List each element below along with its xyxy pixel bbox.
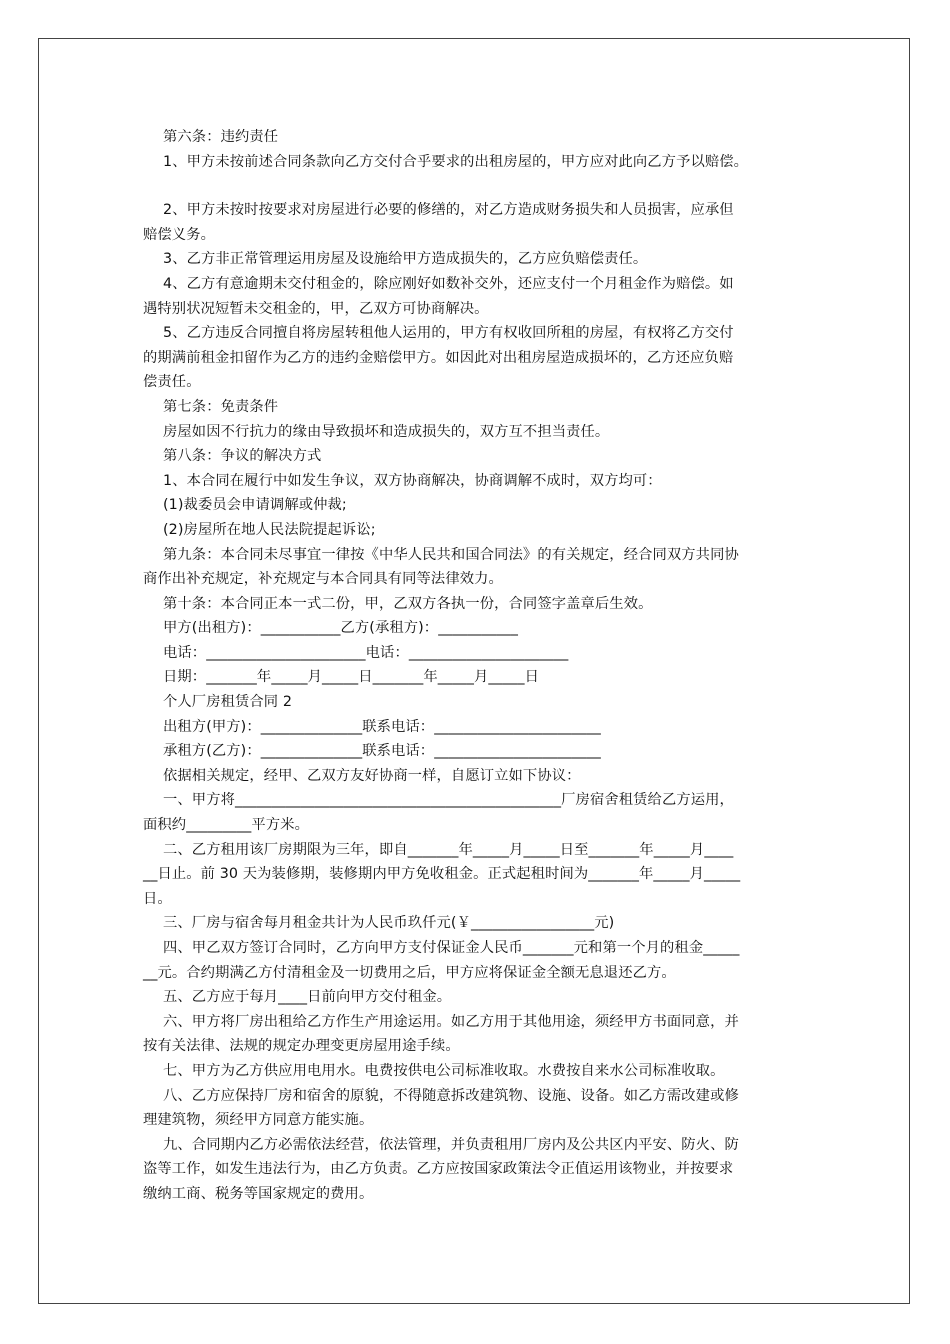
clause-line: 一、甲方将_____________________________________________厂房宿舍租赁给乙方运用， [163, 792, 734, 809]
clause-line: 三、厂房与宿舍每月租金共计为人民币玖仟元(￥_________________元) [163, 915, 615, 932]
clause-line: 二、乙方租用该厂房期限为三年，即自_______年_____月_____日至_______年_____月____ [163, 841, 734, 858]
clause-line: 偿责任。 [143, 374, 201, 391]
date-line: 日期：_______年_____月_____日_______年_____月_____日 [163, 669, 540, 686]
clause-line: 六、甲方将厂房出租给乙方作生产用途运用。如乙方用于其他用途，须经甲方书面同意，并 [163, 1013, 739, 1030]
clause-line: 理建筑物，须经甲方同意方能实施。 [143, 1112, 374, 1129]
clause-line: 四、甲乙双方签订合同时，乙方向甲方支付保证金人民币_______元和第一个月的租金_____ [163, 940, 740, 956]
contract-2-title: 个人厂房租赁合同 2 [163, 694, 293, 711]
clause-line: 面积约_________平方米。 [143, 817, 310, 834]
clause-line: 依据相关规定，经甲、乙双方友好协商一样，自愿订立如下协议： [163, 767, 581, 784]
clause-line: 遇特别状况短暂未交租金的，甲，乙双方可协商解决。 [143, 300, 489, 317]
clause-line: (1)裁委员会申请调解或仲裁; [163, 497, 347, 514]
section-heading-6: 第六条：违约责任 [163, 129, 279, 145]
clause-line: 按有关法律、法规的规定办理变更房屋用途手续。 [143, 1038, 460, 1055]
clause-line: (2)房屋所在地人民法院提起诉讼; [163, 521, 376, 538]
clause-line: 1、本合同在履行中如发生争议，双方协商解决，协商调解不成时，双方均可： [163, 472, 662, 489]
clause-line: 七、甲方为乙方供应用电用水。电费按供电公司标准收取。水费按自来水公司标准收取。 [163, 1062, 725, 1079]
lessor-line: 出租方(甲方)：______________联系电话：_______________________ [163, 718, 601, 735]
clause-line: 五、乙方应于每月____日前向甲方交付租金。 [163, 989, 452, 1006]
clause-line: 房屋如因不行抗力的缘由导致损坏和造成损失的，双方互不担当责任。 [163, 423, 610, 440]
clause-line: 盗等工作，如发生违法行为，由乙方负责。乙方应按国家政策法令正值运用该物业，并按要求 [143, 1161, 734, 1178]
clause-line: 商作出补充规定，补充规定与本合同具有同等法律效力。 [143, 571, 503, 588]
blank-line [143, 174, 815, 198]
clause-line: 赔偿义务。 [143, 226, 215, 243]
clause-line: 2、甲方未按时按要求对房屋进行必要的修缮的，对乙方造成财务损失和人员损害，应承但 [163, 202, 734, 219]
section-heading-7: 第七条：免责条件 [163, 398, 279, 415]
section-heading-10: 第十条：本合同正本一式二份，甲，乙双方各执一份，合同签字盖章后生效。 [163, 595, 653, 612]
clause-line: 日。 [143, 890, 172, 907]
clause-line: 3、乙方非正常管理运用房屋及设施给甲方造成损失的，乙方应负赔偿责任。 [163, 251, 648, 268]
section-heading-9: 第九条：本合同未尽事宜一律按《中华人民共和国合同法》的有关规定，经合同双方共同协 [163, 546, 739, 563]
signature-line: 甲方(出租方)：___________乙方(承租方)：___________ [163, 620, 518, 637]
clause-line: 5、乙方违反合同擅自将房屋转租他人运用的，甲方有权收回所租的房屋，有权将乙方交付 [163, 325, 734, 342]
clause-line: 八、乙方应保持厂房和宿舍的原貌，不得随意拆改建筑物、设施、设备。如乙方需改建或修 [163, 1087, 739, 1104]
clause-line: 九、合同期内乙方必需依法经营，依法管理，并负责租用厂房内及公共区内平安、防火、防 [163, 1136, 739, 1153]
clause-line: 的期满前租金扣留作为乙方的违约金赔偿甲方。如因此对出租房屋造成损坏的，乙方还应负赔 [143, 349, 734, 366]
contract-body [143, 125, 815, 1207]
clause-line: 4、乙方有意逾期未交付租金的，除应刚好如数补交外，还应支付一个月租金作为赔偿。如 [163, 275, 734, 292]
clause-line: __元。合约期满乙方付清租金及一切费用之后，甲方应将保证金全额无息退还乙方。 [143, 964, 676, 981]
clause-line: __日止。前 30 天为装修期，装修期内甲方免收租金。正式起租时间为_______年_____月_____ [143, 866, 741, 883]
clause-line: 1、甲方未按前述合同条款向乙方交付合乎要求的出租房屋的，甲方应对此向乙方予以赔偿。 [163, 153, 749, 170]
section-heading-8: 第八条：争议的解决方式 [163, 448, 322, 465]
phone-line: 电话：______________________电话：______________________ [163, 644, 569, 661]
lessee-line: 承租方(乙方)：______________联系电话：_______________________ [163, 743, 601, 760]
clause-line: 缴纳工商、税务等国家规定的费用。 [143, 1185, 374, 1202]
